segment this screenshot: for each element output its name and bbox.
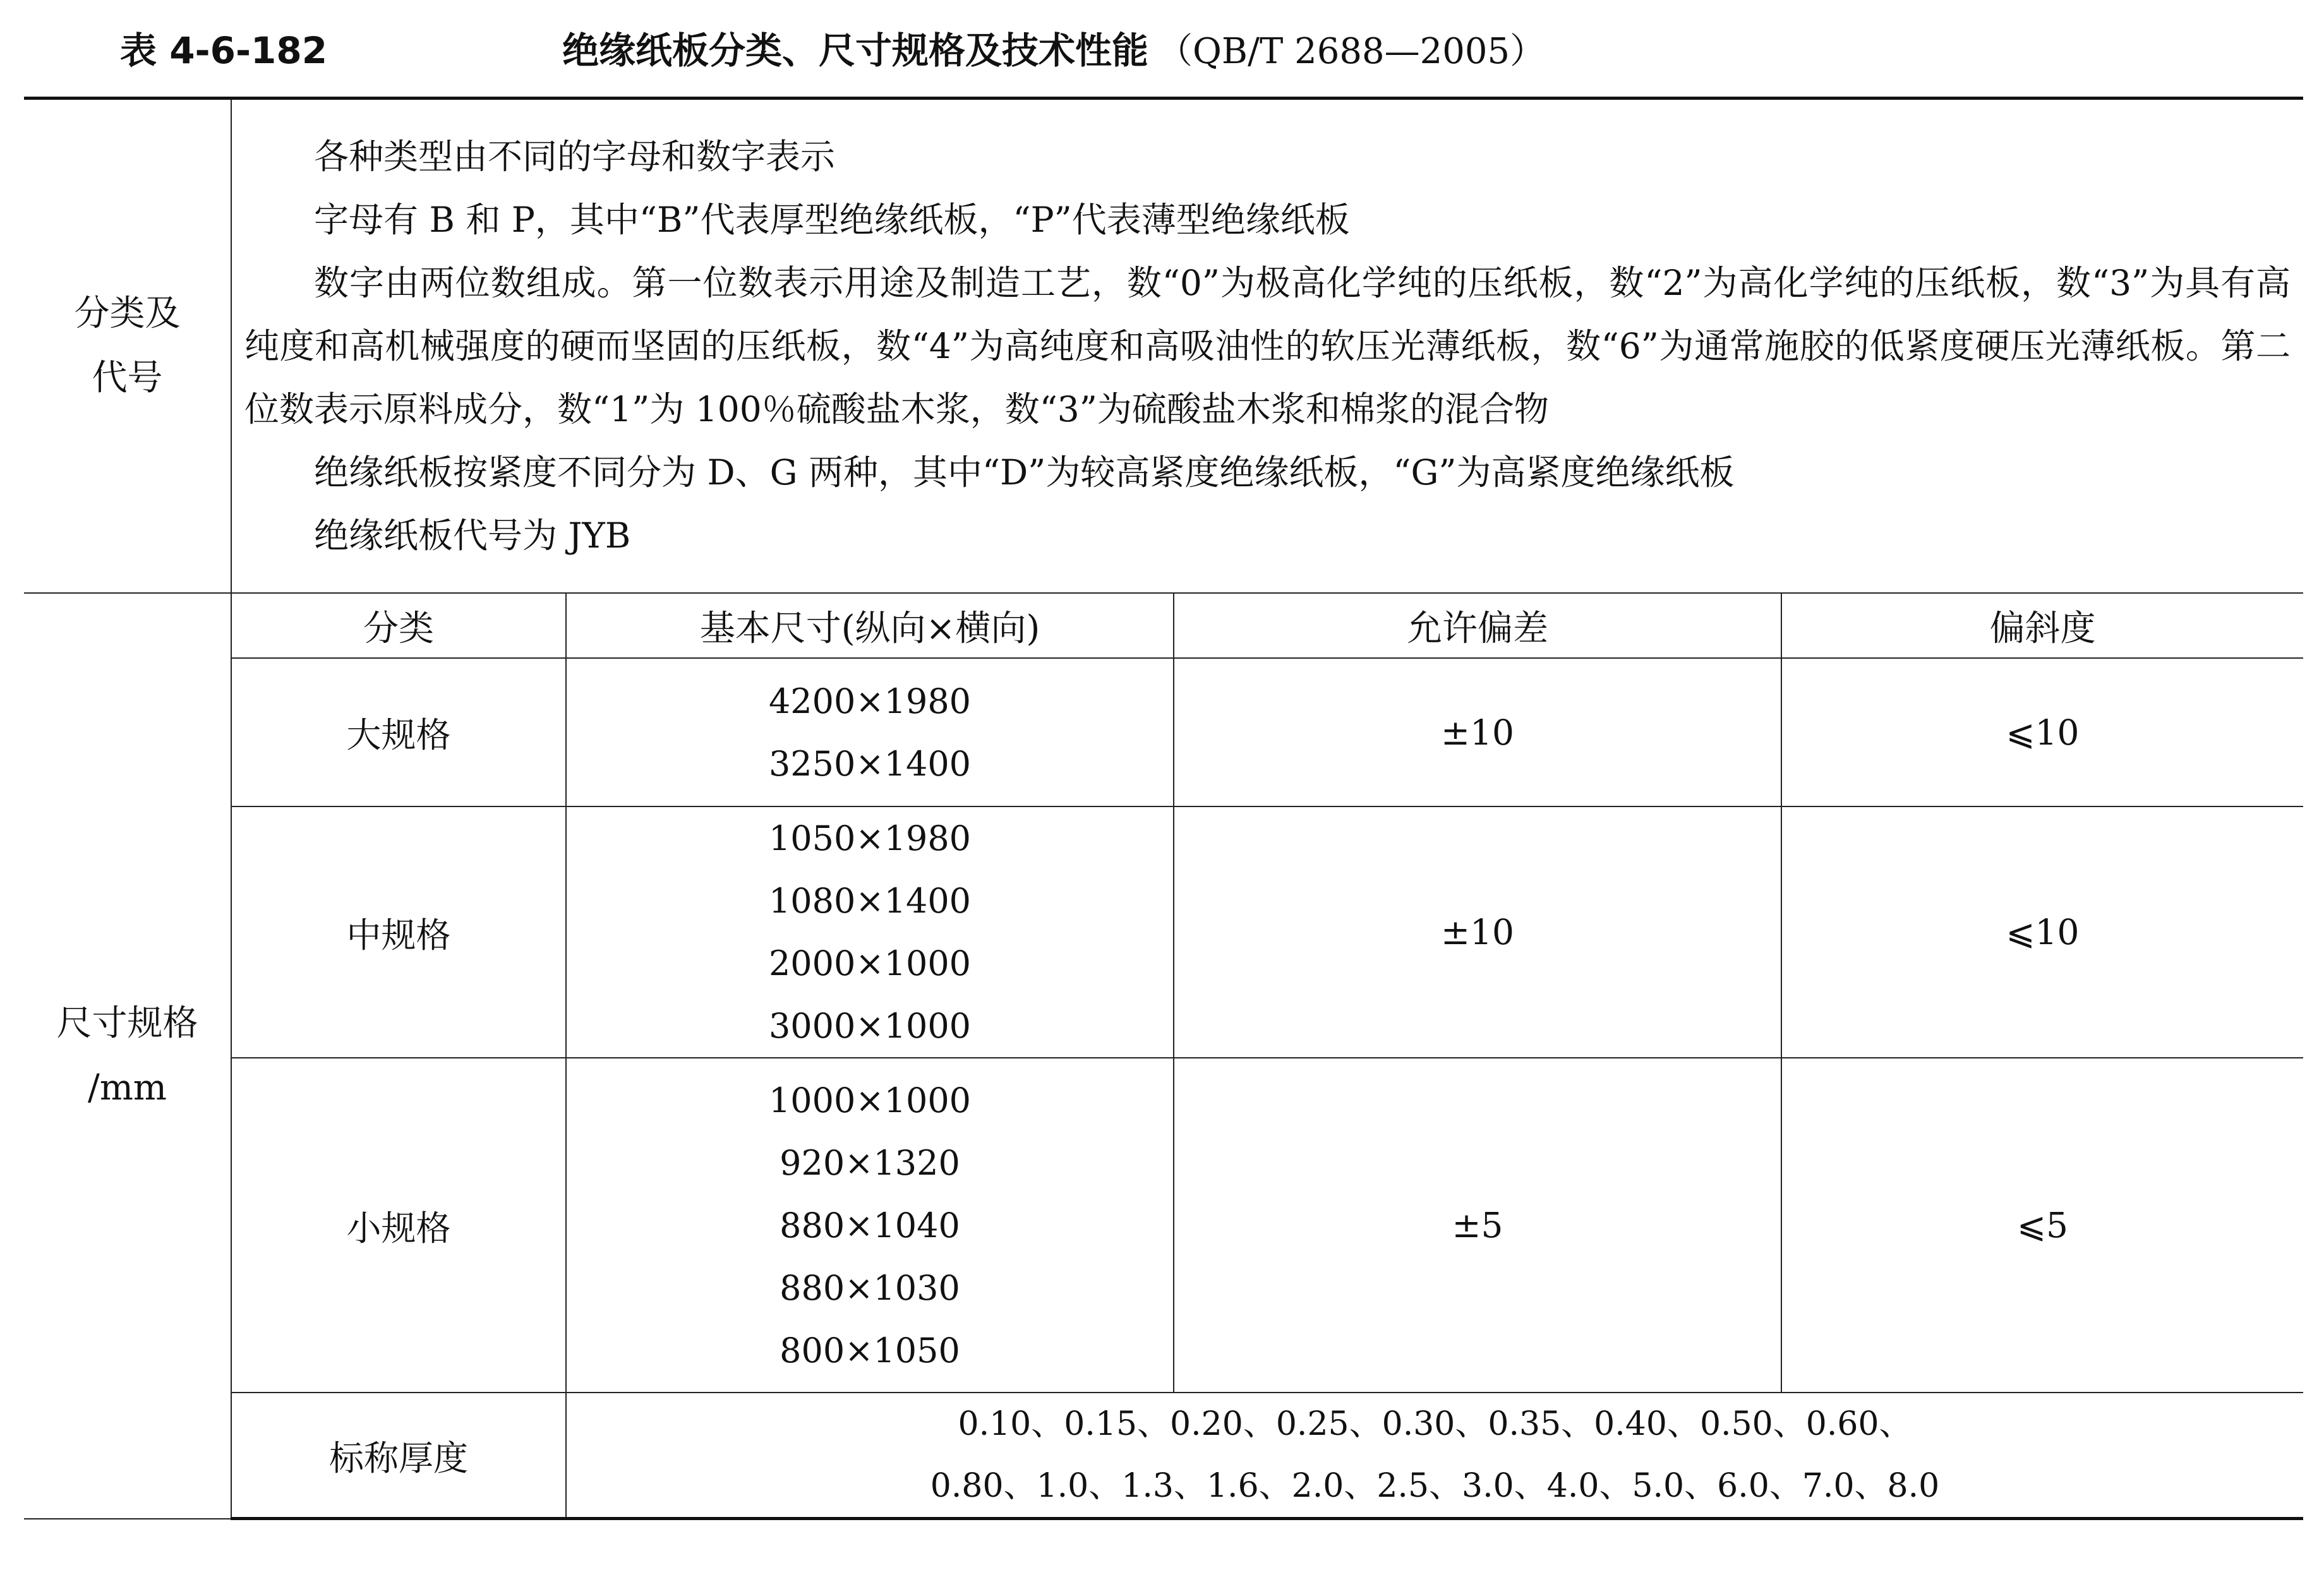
description-paragraph: 字母有 B 和 P，其中“B”代表厚型绝缘纸板，“P”代表薄型绝缘纸板 [314, 200, 1350, 240]
classification-label [24, 99, 231, 594]
dimensions-label [24, 593, 231, 1519]
size-value: 4200×1980 [768, 681, 972, 721]
table-title [120, 25, 2268, 76]
skew-cell: ⩽10 [1781, 806, 2303, 1058]
thickness-line: 0.10、0.15、0.20、0.25、0.30、0.35、0.40、0.50、0.60、 [958, 1405, 1912, 1443]
column-header: 允许偏差 [1174, 593, 1781, 658]
size-value: 1000×1000 [768, 1080, 972, 1120]
tolerance-cell: ±10 [1174, 658, 1781, 806]
size-value: 3250×1400 [768, 743, 972, 784]
table-title-text [562, 25, 1545, 77]
thickness-label: 标称厚度 [231, 1393, 566, 1519]
dimensions-label-line: 尺寸规格 [56, 1002, 198, 1044]
thickness-line: 0.80、1.0、1.3、1.6、2.0、2.5、3.0、4.0、5.0、6.0、7.0、8.0 [930, 1467, 1940, 1505]
size-value: 880×1040 [780, 1205, 960, 1245]
column-header: 基本尺寸(纵向×横向) [566, 593, 1174, 658]
column-header: 分类 [231, 593, 566, 658]
category-cell: 中规格 [231, 806, 566, 1058]
spec-table [24, 97, 2303, 1520]
tolerance-cell: ±10 [1174, 806, 1781, 1058]
table-number: 表 4-6-182 [120, 29, 328, 72]
column-header: 偏斜度 [1781, 593, 2303, 658]
dimensions-label-line: /mm [87, 1067, 167, 1108]
size-value: 800×1050 [780, 1330, 960, 1370]
thickness-values [566, 1393, 2303, 1519]
classification-label-line: 分类及 [74, 293, 181, 334]
description-paragraph: 绝缘纸板按紧度不同分为 D、G 两种，其中“D”为较高紧度绝缘纸板，“G”为高紧度绝缘纸板 [314, 452, 1735, 493]
size-cell [566, 806, 1174, 1058]
size-value: 880×1030 [780, 1267, 960, 1308]
description-paragraph: 绝缘纸板代号为 JYB [314, 515, 631, 556]
category-cell: 小规格 [231, 1058, 566, 1393]
tolerance-cell: ±5 [1174, 1058, 1781, 1393]
size-value: 2000×1000 [768, 944, 972, 983]
table-standard: （QB/T 2688—2005） [1157, 31, 1546, 72]
table-title-main: 绝缘纸板分类、尺寸规格及技术性能 [562, 29, 1149, 72]
size-value: 920×1320 [780, 1142, 960, 1183]
size-cell [566, 658, 1174, 806]
table-row [24, 1058, 2303, 1393]
classification-label-line: 代号 [92, 357, 163, 398]
skew-cell: ⩽5 [1781, 1058, 2303, 1393]
size-value: 1050×1980 [768, 818, 972, 858]
classification-row [24, 99, 2303, 594]
category-cell: 大规格 [231, 658, 566, 806]
description-paragraph: 各种类型由不同的字母和数字表示 [314, 136, 836, 177]
size-value: 3000×1000 [768, 1006, 972, 1046]
skew-cell: ⩽10 [1781, 658, 2303, 806]
table-row [24, 658, 2303, 806]
size-cell [566, 1058, 1174, 1393]
classification-description [231, 99, 2303, 594]
size-value: 1080×1400 [768, 881, 972, 921]
dimension-header-row [24, 593, 2303, 658]
description-paragraph: 数字由两位数组成。第一位数表示用途及制造工艺，数“0”为极高化学纯的压纸板，数“2”为高化学纯的压纸板，数“3”为具有高纯度和高机械强度的硬而坚固的压纸板，数“4”为高纯度和高吸油性的软压光薄纸板，数“6”为通常施胶的低紧度硬压光薄纸板。第二位数表示原料成分，数“1”为 100％硫酸盐木浆，数“3”为硫酸盐木浆和棉浆的混合物 [244, 263, 2291, 429]
thickness-row [24, 1393, 2303, 1519]
table-row [24, 806, 2303, 1058]
